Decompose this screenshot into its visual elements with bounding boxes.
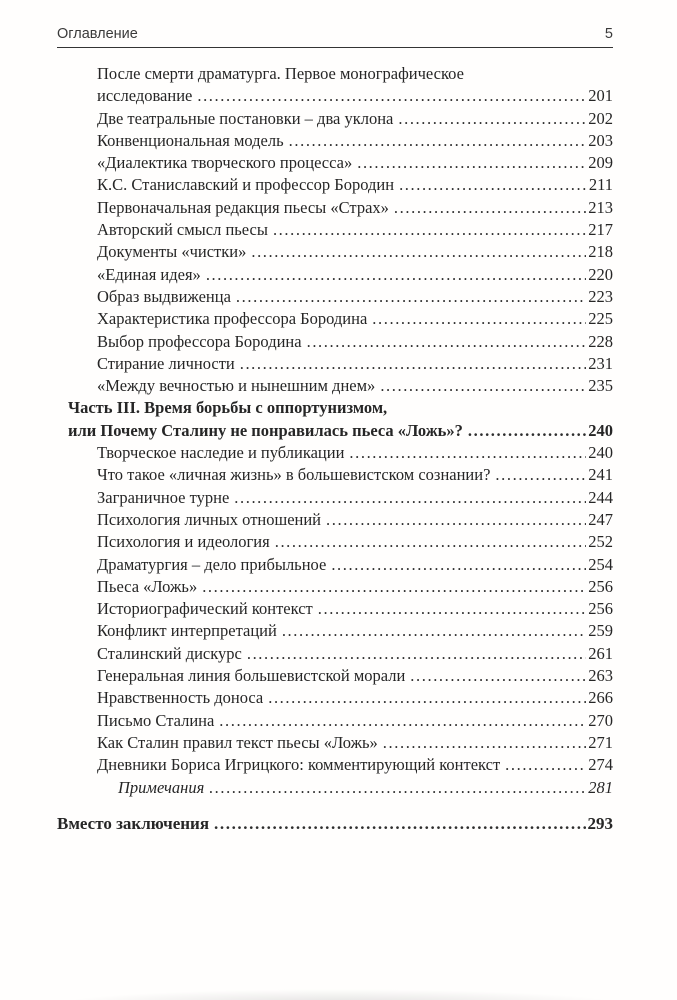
toc-entry-title: Сталинский дискурс (97, 643, 242, 663)
toc-entry-title: Нравственность доноса (97, 688, 264, 708)
toc-entry (57, 554, 613, 576)
dot-leader (229, 487, 586, 509)
toc-entry (57, 130, 613, 152)
toc-entry-title: исследование (97, 86, 193, 106)
toc-entry (57, 63, 613, 85)
toc-entry-page: 274 (588, 755, 613, 775)
toc-entry-page: 235 (588, 376, 613, 396)
toc-entry-title: Документы «чистки» (97, 242, 247, 262)
toc-entry-page: 217 (588, 220, 613, 240)
toc-entry-page: 220 (588, 264, 613, 284)
toc-entry-title: После смерти драматурга. Первое монографическое (97, 64, 464, 83)
toc-entry-page: 271 (588, 732, 613, 752)
toc-entry (57, 464, 613, 486)
toc-entry-page: 240 (588, 443, 613, 463)
table-of-contents (57, 63, 613, 835)
toc-entry-title: Пьеса «Ложь» (97, 576, 198, 596)
dot-leader (204, 777, 586, 799)
toc-entry (57, 331, 613, 353)
toc-entry (57, 308, 613, 330)
dot-leader (367, 308, 586, 330)
toc-entry-title: Психология личных отношений (97, 509, 322, 529)
dot-leader (321, 509, 586, 531)
toc-entry-page: 211 (588, 175, 613, 195)
toc-entry (57, 643, 613, 665)
dot-leader (197, 576, 586, 598)
dot-leader (352, 152, 586, 174)
dot-leader (393, 108, 586, 130)
dot-leader (231, 286, 586, 308)
toc-entry-page: 228 (588, 331, 613, 351)
dot-leader (263, 687, 586, 709)
dot-leader (326, 554, 586, 576)
toc-entry-title: Конфликт интерпретаций (97, 621, 277, 641)
toc-entry-page: 270 (588, 710, 613, 730)
toc-entry-title: «Единая идея» (97, 264, 201, 284)
dot-leader (490, 464, 586, 486)
toc-entry (57, 442, 613, 464)
dot-leader (192, 85, 586, 107)
toc-part-heading (57, 420, 613, 442)
toc-entry (57, 353, 613, 375)
dot-leader (344, 442, 586, 464)
toc-entry (57, 687, 613, 709)
toc-entry-page: 225 (588, 309, 613, 329)
toc-entry-title: Генеральная линия большевистской морали (97, 666, 406, 686)
toc-entry-page: 266 (588, 688, 613, 708)
toc-entry-title: Дневники Бориса Игрицкого: комментирующий контекст (97, 755, 501, 775)
dot-leader (284, 130, 587, 152)
dot-leader (405, 665, 586, 687)
toc-entry (57, 576, 613, 598)
toc-conclusion-entry (57, 813, 613, 835)
toc-entry-page: 281 (588, 777, 613, 797)
toc-entry (57, 108, 613, 130)
toc-entry-page: 293 (587, 813, 613, 833)
toc-entry (57, 509, 613, 531)
toc-entry-page: 261 (588, 643, 613, 663)
toc-entry-page: 263 (588, 666, 613, 686)
dot-leader (242, 643, 586, 665)
dot-leader (389, 197, 586, 219)
toc-entry (57, 286, 613, 308)
toc-entry-title: Драматургия – дело прибыльное (97, 554, 327, 574)
toc-entry (57, 241, 613, 263)
toc-entry-page: 254 (588, 554, 613, 574)
toc-entry (57, 665, 613, 687)
toc-entry-title: Историографический контекст (97, 599, 313, 619)
toc-entry-page: 244 (588, 487, 613, 507)
toc-entry-title: К.С. Станиславский и профессор Бородин (97, 175, 395, 195)
dot-leader (463, 420, 586, 442)
toc-notes-entry (57, 777, 613, 799)
toc-entry-page: 256 (588, 576, 613, 596)
toc-entry-title: Выбор профессора Бородина (97, 331, 302, 351)
toc-entry-page: 223 (588, 286, 613, 306)
toc-entry-title: Примечания (118, 777, 205, 797)
dot-leader (201, 264, 586, 286)
toc-entry (57, 219, 613, 241)
dot-leader (375, 375, 586, 397)
toc-entry-page: 203 (588, 130, 613, 150)
dot-leader (270, 531, 587, 553)
dot-leader (313, 598, 586, 620)
toc-entry (57, 531, 613, 553)
toc-entry (57, 732, 613, 754)
toc-entry-title: Первоначальная редакция пьесы «Страх» (97, 197, 389, 217)
toc-entry (57, 85, 613, 107)
toc-entry-page: 247 (588, 509, 613, 529)
toc-entry (57, 710, 613, 732)
toc-part-heading (57, 397, 613, 419)
toc-entry-title: Что такое «личная жизнь» в большевистском сознании? (97, 465, 491, 485)
toc-entry-title: Как Сталин правил текст пьесы «Ложь» (97, 732, 378, 752)
toc-entry-title: «Диалектика творческого процесса» (97, 153, 353, 173)
running-head (57, 26, 613, 48)
toc-entry (57, 264, 613, 286)
toc-entry-title: Авторский смысл пьесы (97, 220, 268, 240)
toc-entry-title: Характеристика профессора Бородина (97, 309, 368, 329)
running-head-title: Оглавление (57, 26, 138, 42)
dot-leader (268, 219, 586, 241)
toc-entry-page: 252 (588, 532, 613, 552)
dot-leader (209, 813, 585, 835)
toc-entry-page: 240 (588, 420, 613, 440)
toc-entry (57, 197, 613, 219)
toc-entry-page: 259 (588, 621, 613, 641)
toc-entry-page: 202 (588, 108, 613, 128)
toc-entry (57, 598, 613, 620)
dot-leader (302, 331, 587, 353)
toc-entry (57, 152, 613, 174)
toc-entry (57, 754, 613, 776)
toc-entry-title: Образ выдвиженца (97, 286, 231, 306)
dot-leader (277, 620, 586, 642)
dot-leader (246, 241, 586, 263)
toc-entry-title: Заграничное турне (97, 487, 230, 507)
dot-leader (235, 353, 587, 375)
toc-entry-page: 231 (588, 353, 613, 373)
dot-leader (500, 754, 586, 776)
toc-entry-title: Стирание личности (97, 353, 235, 373)
toc-entry-page: 209 (588, 153, 613, 173)
toc-entry-title: или Почему Сталину не понравилась пьеса «Ложь»? (68, 420, 463, 440)
toc-entry-page: 201 (588, 86, 613, 106)
toc-entry-page: 213 (588, 197, 613, 217)
toc-entry-title: Конвенциональная модель (97, 130, 284, 150)
page-number: 5 (604, 26, 613, 42)
toc-entry-title: Психология и идеология (97, 532, 270, 552)
toc-entry-title: Часть III. Время борьбы с оппортунизмом, (68, 398, 388, 418)
dot-leader (378, 732, 586, 754)
toc-entry-title: «Между вечностью и нынешним днем» (97, 376, 376, 396)
toc-entry-title: Творческое наследие и публикации (97, 443, 345, 463)
toc-entry (57, 487, 613, 509)
toc-entry-title: Две театральные постановки – два уклона (97, 108, 394, 128)
dot-leader (394, 174, 587, 196)
toc-entry (57, 620, 613, 642)
dot-leader (214, 710, 586, 732)
toc-entry-page: 256 (588, 599, 613, 619)
toc-entry-title: Вместо заключения (57, 813, 210, 833)
toc-entry (57, 375, 613, 397)
toc-entry-title: Письмо Сталина (97, 710, 215, 730)
toc-entry (57, 174, 613, 196)
toc-entry-page: 241 (588, 465, 613, 485)
toc-entry-page: 218 (588, 242, 613, 262)
